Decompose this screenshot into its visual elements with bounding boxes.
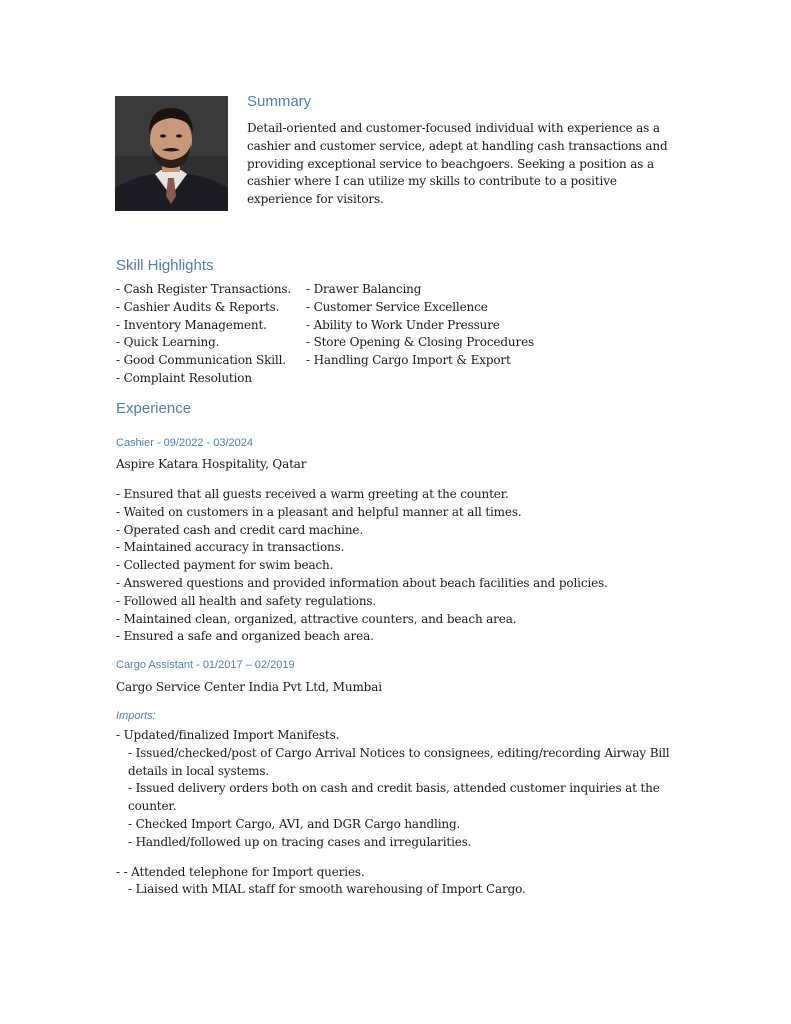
summary-paragraph: Detail-oriented and customer-focused individual with experience as a cashier and customer service, adept at handling cash transactions and providing exceptional service to beachgoers. Seeking a position as a cashier where I can utilize my skills to contribute to a positive experience for visitors. xyxy=(247,121,668,207)
duty-item: - Followed all health and safety regulations. xyxy=(116,593,377,608)
skill-item: - Handling Cargo Import & Export xyxy=(306,353,511,368)
duty-item: - Waited on customers in a pleasant and helpful manner at all times. xyxy=(116,504,522,519)
duty-item: - Liaised with MIAL staff for smooth warehousing of Import Cargo. xyxy=(128,882,526,897)
skill-item: - Store Opening & Closing Procedures xyxy=(306,335,535,350)
skill-item: - Customer Service Excellence xyxy=(306,299,488,314)
job-role-cashier: Cashier - 09/2022 - 03/2024 xyxy=(116,437,253,449)
profile-photo xyxy=(115,96,228,211)
skill-item: - Cashier Audits & Reports. xyxy=(116,299,280,314)
duty-item: - Ensured a safe and organized beach area. xyxy=(116,629,374,644)
skill-item: - Inventory Management. xyxy=(116,317,267,332)
duty-item: - Maintained accuracy in transactions. xyxy=(116,540,345,555)
skills-heading: Skill Highlights xyxy=(116,257,214,274)
spacer xyxy=(116,852,676,864)
duty-item: - Operated cash and credit card machine. xyxy=(116,522,364,537)
skill-item: - Cash Register Transactions. xyxy=(116,282,292,296)
skill-row xyxy=(116,370,676,388)
duty-item: - Ensured that all guests received a warm greeting at the counter. xyxy=(116,487,509,501)
skill-item: - Good Communication Skill. xyxy=(116,353,286,368)
duty-item: - Issued delivery orders both on cash and credit basis, attended customer inquiries at the counter. xyxy=(128,781,660,814)
job-duties-cashier xyxy=(116,486,676,646)
skill-row xyxy=(116,281,676,299)
skill-row xyxy=(116,299,676,317)
duty-item: - Handled/followed up on tracing cases and irregularities. xyxy=(128,834,472,849)
job-role-cargo: Cargo Assistant - 01/2017 – 02/2019 xyxy=(116,659,295,671)
experience-heading: Experience xyxy=(116,400,192,417)
duty-item: - - Attended telephone for Import queries. xyxy=(116,864,365,879)
duty-item: - Checked Import Cargo, AVI, and DGR Cargo handling. xyxy=(128,816,461,831)
imports-duties xyxy=(116,727,676,899)
duty-item: - Maintained clean, organized, attractive counters, and beach area. xyxy=(116,611,517,626)
skill-item: - Ability to Work Under Pressure xyxy=(306,317,500,332)
duty-item: - Collected payment for swim beach. xyxy=(116,558,334,573)
duty-item: - Updated/finalized Import Manifests. xyxy=(116,728,340,742)
duty-item: - Issued/checked/post of Cargo Arrival Notices to consignees, editing/recording Airway Bill details in local systems. xyxy=(128,745,670,778)
skill-row xyxy=(116,317,676,335)
summary-heading: Summary xyxy=(247,93,312,110)
skills-list xyxy=(116,281,676,388)
job-company-cargo: Cargo Service Center India Pvt Ltd, Mumbai xyxy=(116,680,382,694)
skill-row xyxy=(116,334,676,352)
skill-item: - Complaint Resolution xyxy=(116,370,252,385)
skill-item: - Drawer Balancing xyxy=(306,282,422,296)
imports-label: Imports: xyxy=(116,710,156,722)
job-company-aspire: Aspire Katara Hospitality, Qatar xyxy=(116,457,307,471)
skill-row xyxy=(116,352,676,370)
skill-item: - Quick Learning. xyxy=(116,335,220,350)
duty-item: - Answered questions and provided information about beach facilities and policies. xyxy=(116,575,608,590)
